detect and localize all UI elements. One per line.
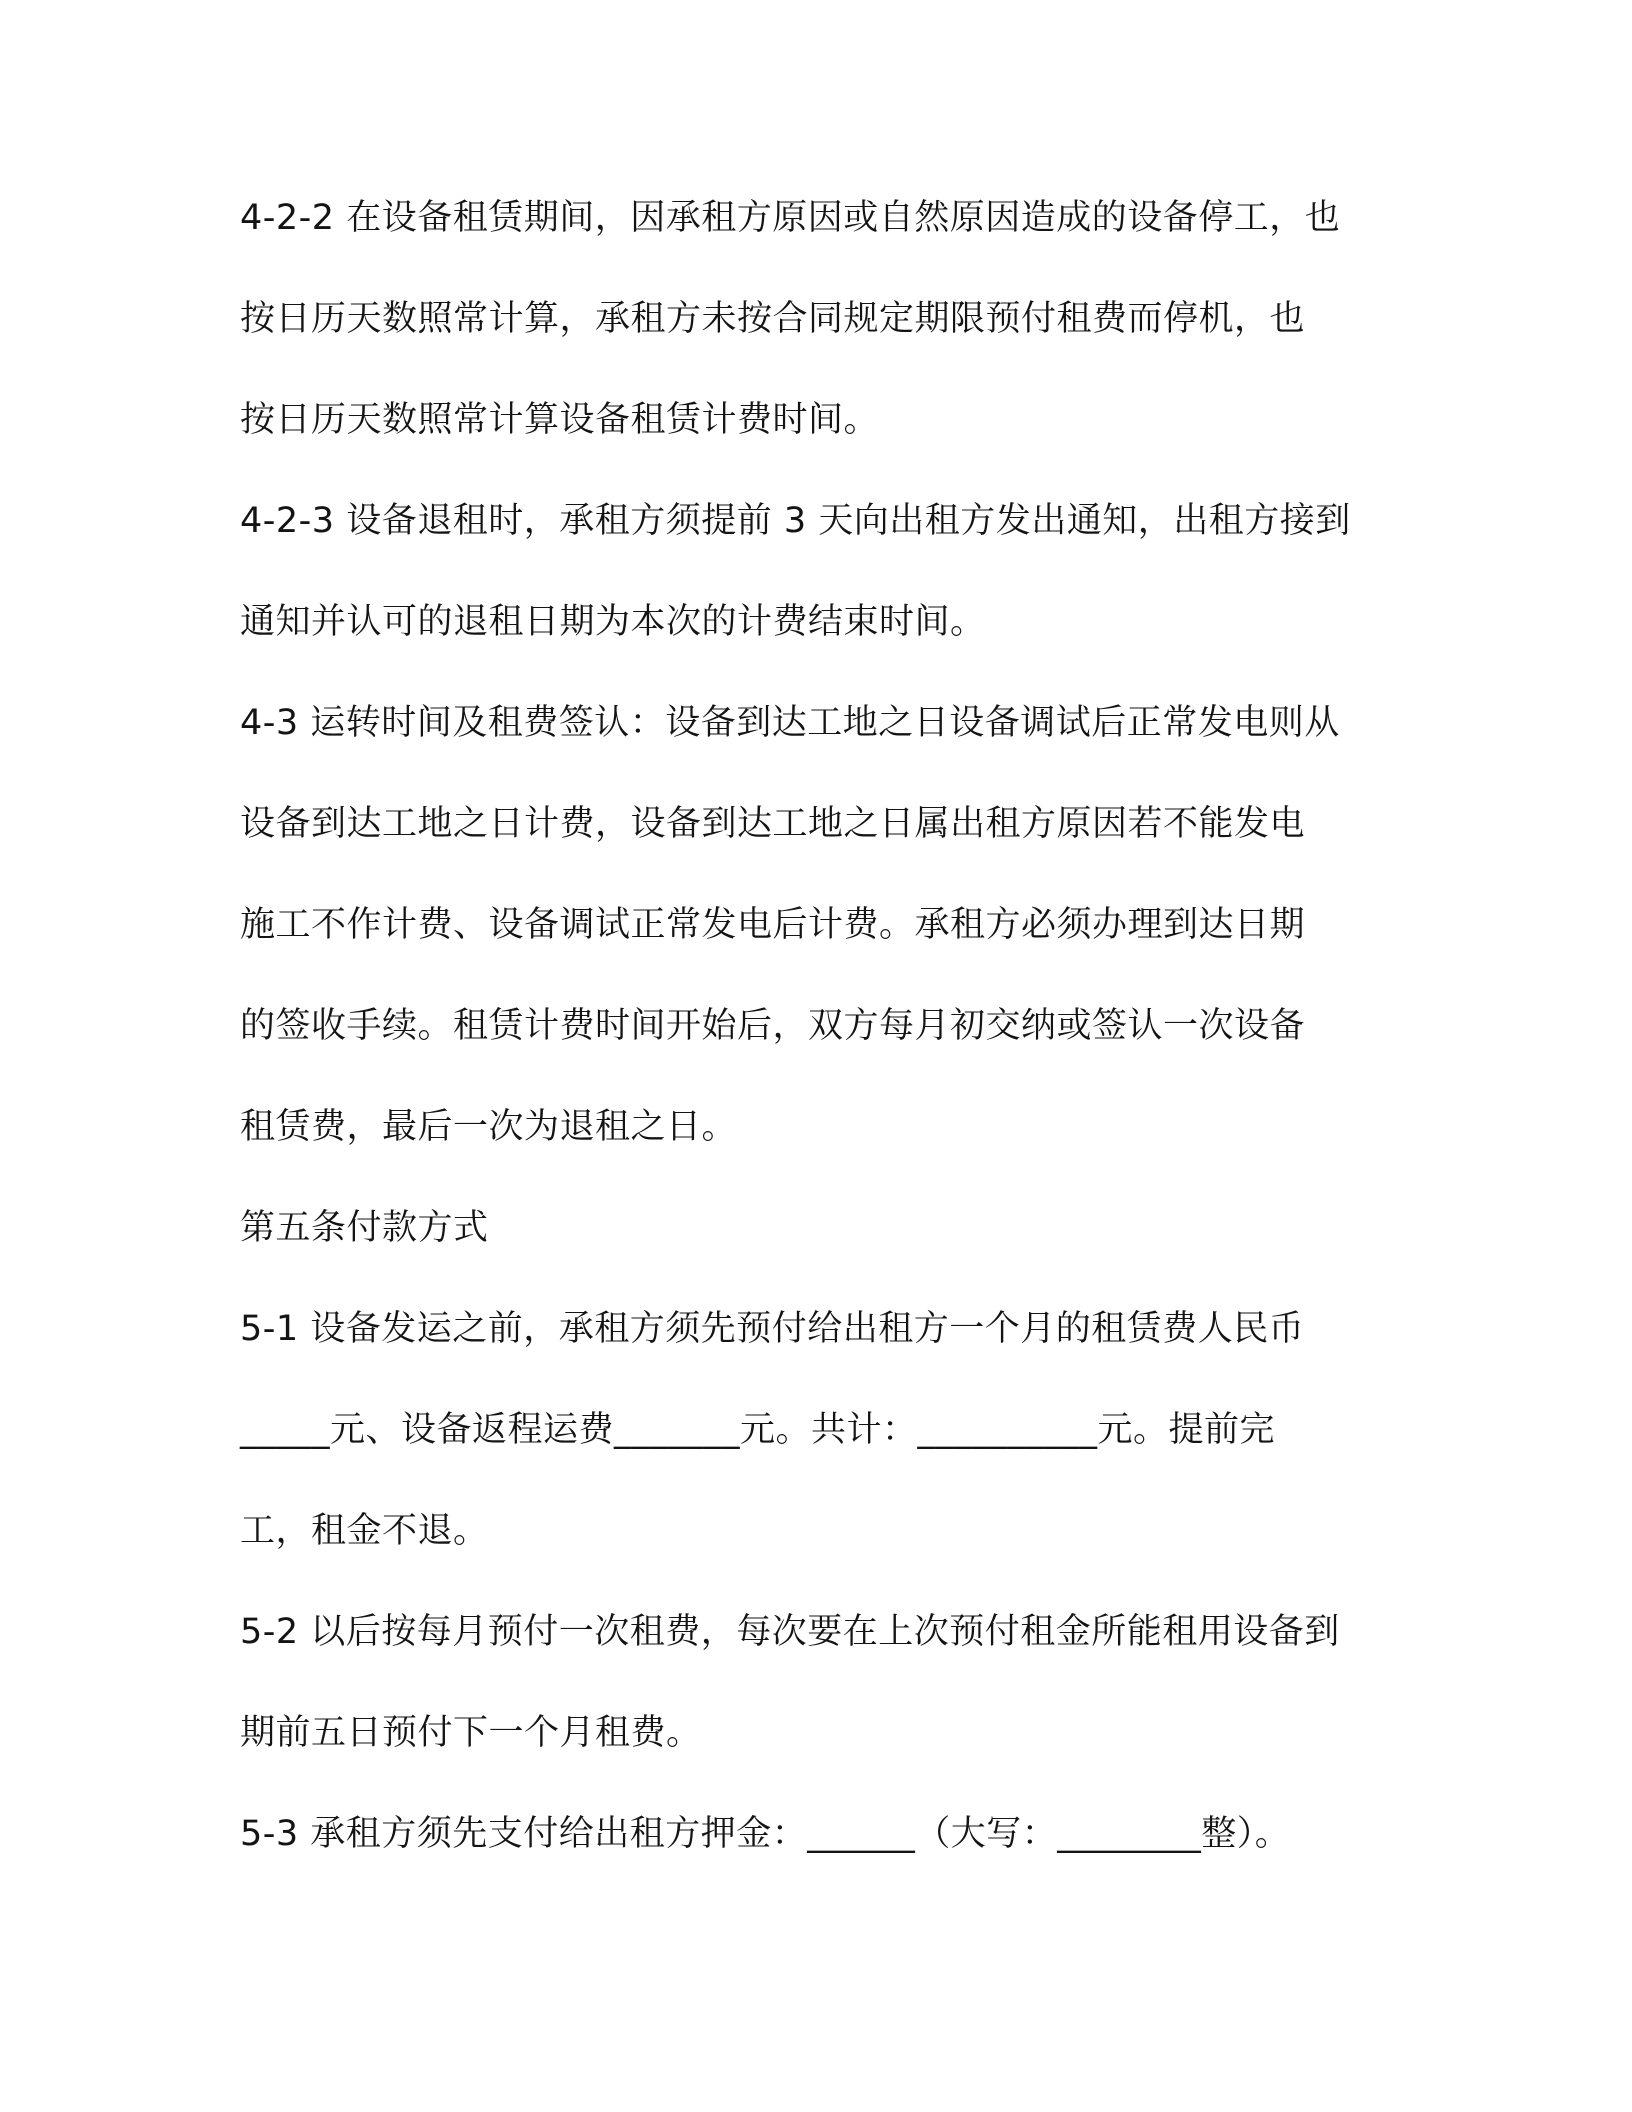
clause-5-2-line-1: 5-2 以后按每月预付一次租费，每次要在上次预付租金所能租用设备到 xyxy=(240,1612,1340,1652)
clause-5-2-line-2: 期前五日预付下一个月租费。 xyxy=(240,1713,702,1753)
clause-4-2-3-line-1: 4-2-3 设备退租时，承租方须提前 3 天向出租方发出通知，出租方接到 xyxy=(240,501,1351,541)
clause-5-3-line-1: 5-3 承租方须先支付给出租方押金：______（大写：________整）。 xyxy=(240,1814,1291,1854)
clause-4-3-line-4: 的签收手续。租赁计费时间开始后，双方每月初交纳或签认一次设备 xyxy=(240,1006,1306,1046)
clause-4-2-2-line-3: 按日历天数照常计算设备租赁计费时间。 xyxy=(240,400,880,440)
clause-4-3-line-3: 施工不作计费、设备调试正常发电后计费。承租方必须办理到达日期 xyxy=(240,905,1306,945)
clause-5-1-line-2: _____元、设备返程运费_______元。共计：__________元。提前完 xyxy=(240,1410,1276,1450)
section-5-heading: 第五条付款方式 xyxy=(240,1208,489,1248)
document-body xyxy=(240,180,1400,1897)
clause-4-2-3-line-2: 通知并认可的退租日期为本次的计费结束时间。 xyxy=(240,602,986,642)
clause-4-2-2-line-2: 按日历天数照常计算，承租方未按合同规定期限预付租费而停机，也 xyxy=(240,299,1306,339)
clause-4-3-line-5: 租赁费，最后一次为退租之日。 xyxy=(240,1107,738,1147)
clause-4-3-line-1: 4-3 运转时间及租费签认：设备到达工地之日设备调试后正常发电则从 xyxy=(240,703,1340,743)
clause-5-1-line-1: 5-1 设备发运之前，承租方须先预付给出租方一个月的租赁费人民币 xyxy=(240,1309,1305,1349)
clause-5-1-line-3: 工，租金不退。 xyxy=(240,1511,489,1551)
clause-4-2-2-line-1: 4-2-2 在设备租赁期间，因承租方原因或自然原因造成的设备停工，也 xyxy=(240,198,1341,238)
clause-4-3-line-2: 设备到达工地之日计费，设备到达工地之日属出租方原因若不能发电 xyxy=(240,804,1306,844)
